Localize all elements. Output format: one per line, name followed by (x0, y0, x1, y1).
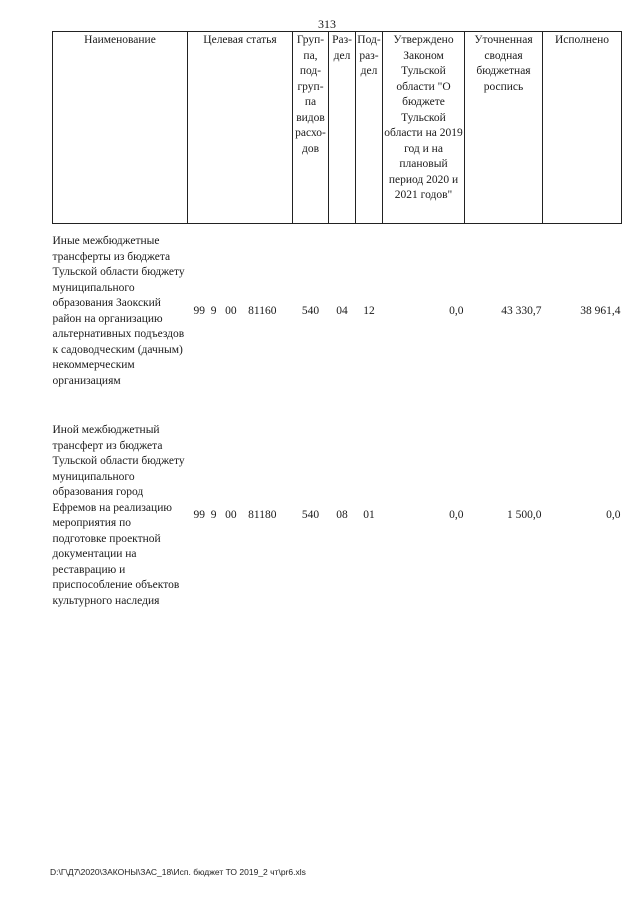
row-executed: 38 961,4 (580, 304, 621, 317)
row-name: Иной межбюджетный трансферт из бюджета Тульской области бюджету муниципального образования город Ефремов на реализацию мероприятия по подготовке проектной документации на реставрацию и приспособление объектов культурного наследия (52, 424, 185, 607)
code-main-event: 00 (225, 509, 237, 522)
code-program: 99 (193, 304, 205, 317)
code-direction: 81160 (248, 304, 277, 317)
row-name: Иные межбюджетные трансферты из бюджета Тульской области бюджету муниципального образования Заокский район на организацию альтернативных подъездов к садоводческим (дачным) некоммерческим организациям (52, 235, 185, 387)
header-subsection: Под-раз-дел (356, 32, 383, 224)
file-path-footer: D:\Г\Д7\2020\ЗАКОНЫ\ЗАС_18\Исп. бюджет ТО 2019_2 чт\pr6.xls (50, 867, 306, 877)
row-revised: 1 500,0 (507, 509, 542, 522)
row-approved: 0,0 (449, 509, 464, 522)
row-subsection: 01 (363, 509, 375, 522)
row-section: 08 (336, 509, 348, 522)
code-subprogram: 9 (210, 509, 217, 522)
row-revised: 43 330,7 (501, 304, 542, 317)
header-name: Наименование (53, 32, 188, 224)
table-row (53, 413, 622, 619)
table-row (53, 224, 622, 400)
row-subsection: 12 (363, 304, 375, 317)
row-executed: 0,0 (606, 509, 621, 522)
header-approved: Утверждено Законом Тульской области "О бюджете Тульской области на 2019 год и на плановый период 2020 и 2021 годов" (383, 32, 465, 224)
header-revised: Уточненная сводная бюджетная роспись (465, 32, 543, 224)
row-expense-group: 540 (301, 304, 320, 317)
table-header-row (53, 32, 622, 224)
row-section: 04 (336, 304, 348, 317)
header-target-article: Целевая статья (188, 32, 293, 224)
row-approved: 0,0 (449, 304, 464, 317)
header-executed: Исполнено (543, 32, 622, 224)
budget-table (52, 31, 622, 619)
code-direction: 81180 (248, 509, 277, 522)
code-subprogram: 9 (210, 304, 217, 317)
header-section: Раз-дел (329, 32, 356, 224)
code-main-event: 00 (225, 304, 237, 317)
row-expense-group: 540 (301, 509, 320, 522)
row-target-article (188, 413, 293, 619)
header-expense-group: Груп-па, под-груп-па видов расхо-дов (293, 32, 329, 224)
row-target-article (188, 224, 293, 400)
code-program: 99 (193, 509, 205, 522)
row-spacer (53, 399, 622, 413)
page-number: 313 (318, 17, 336, 31)
